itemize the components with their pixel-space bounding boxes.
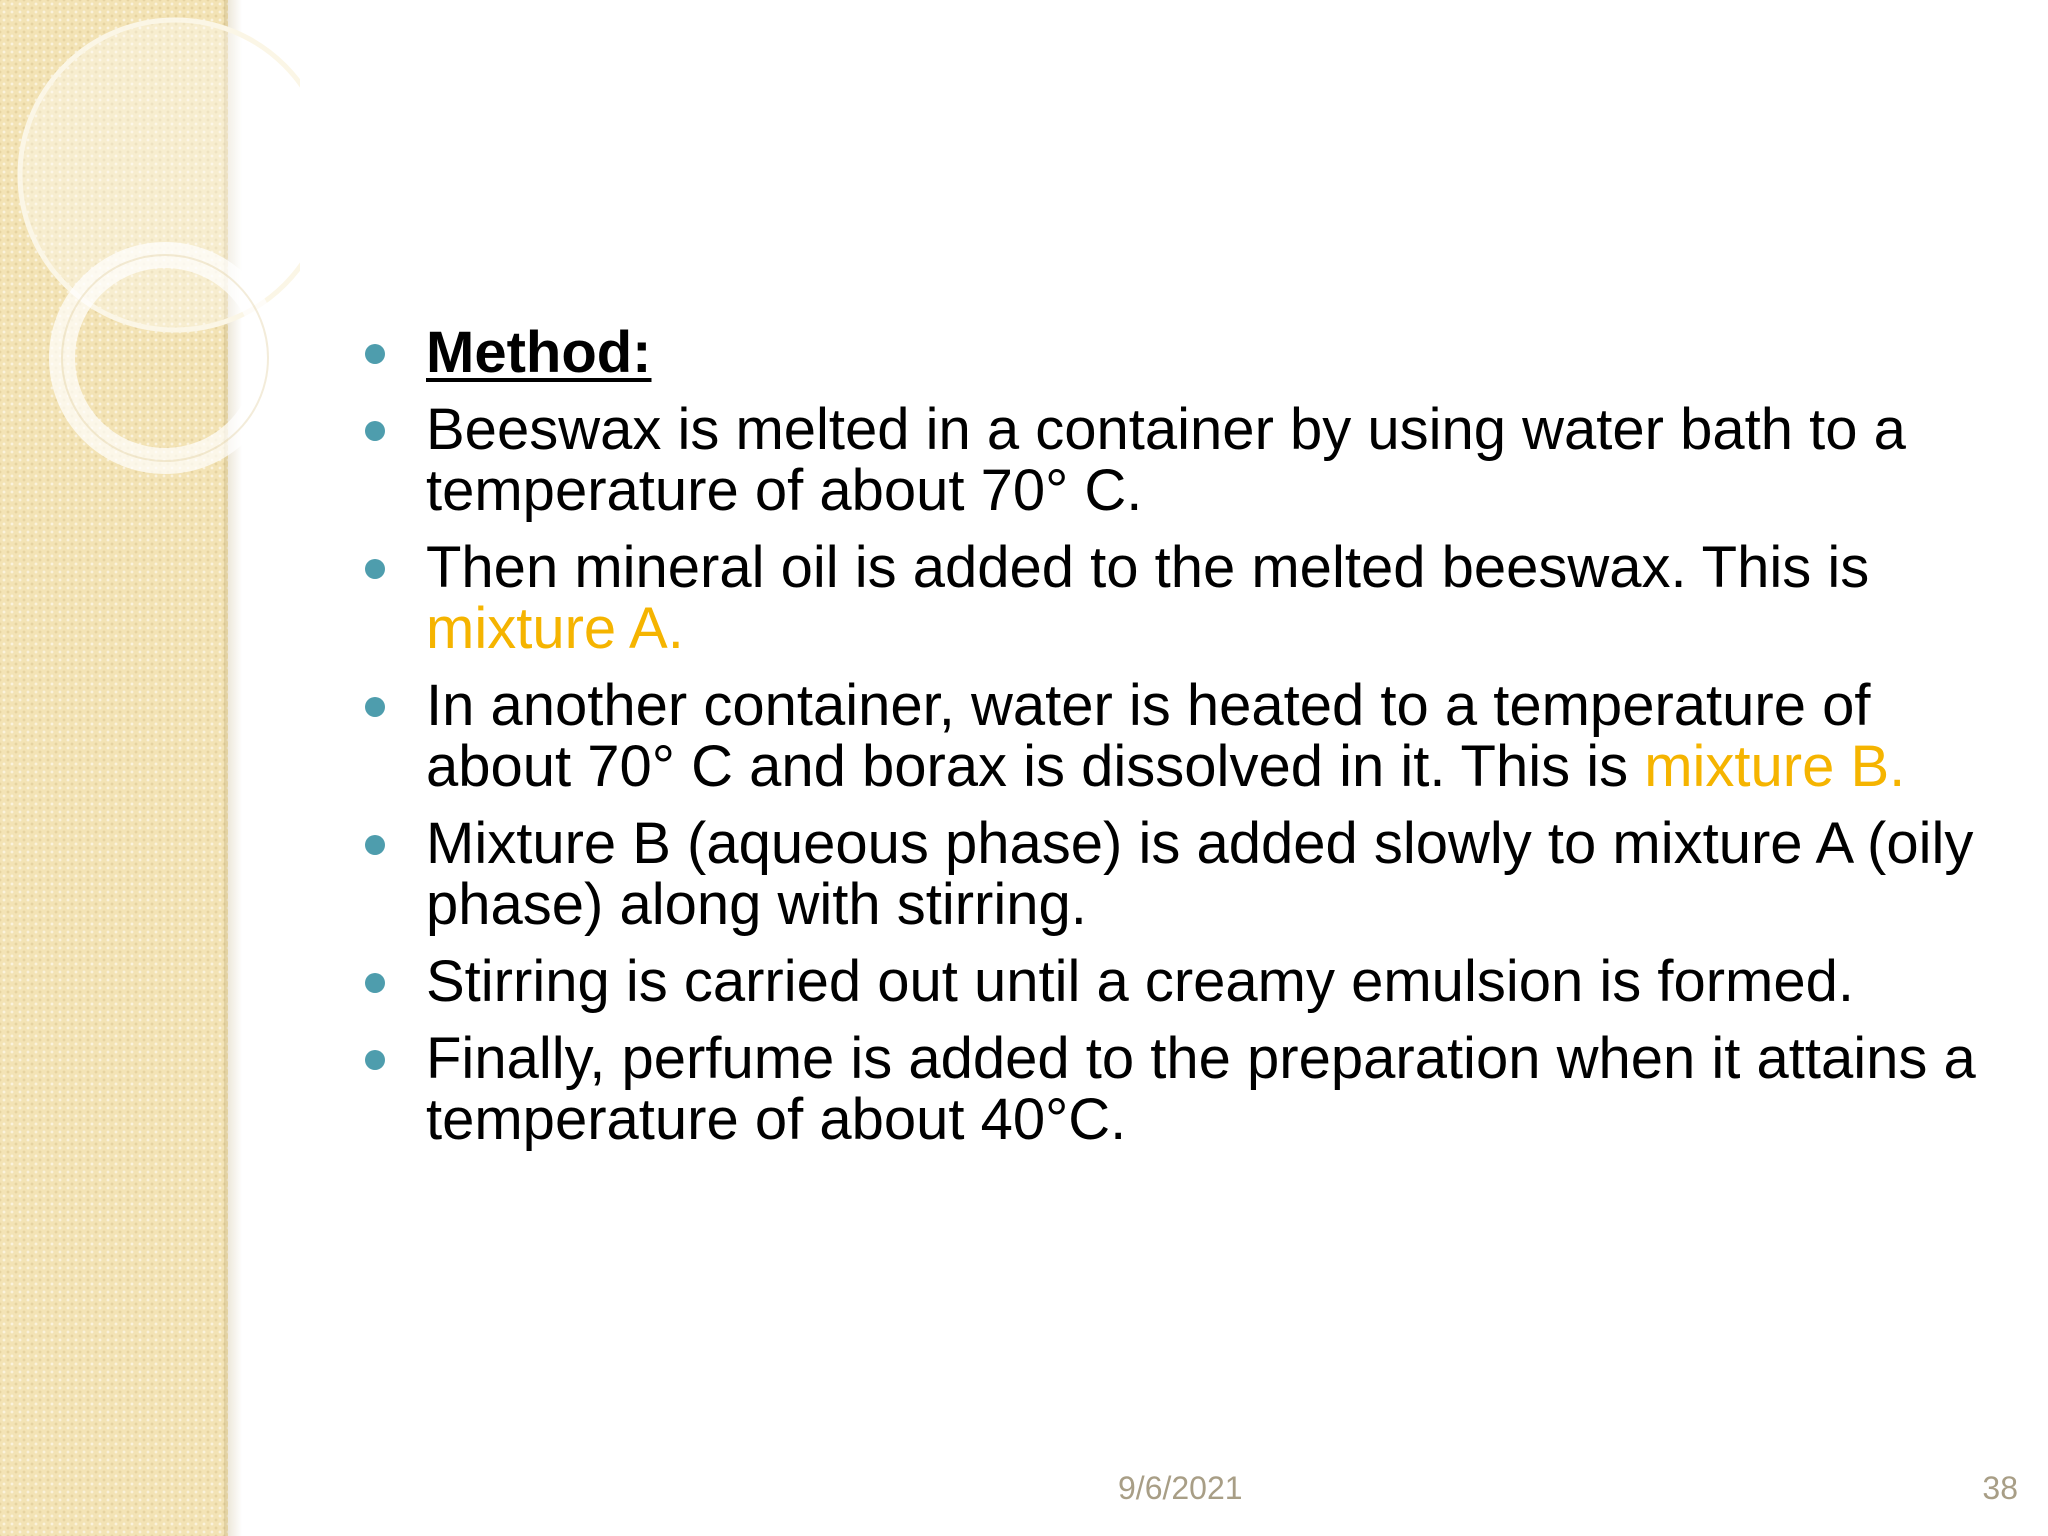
- footer-date: 9/6/2021: [1118, 1470, 1243, 1506]
- bullet-dot-icon: [365, 835, 385, 855]
- bullet-text: Then mineral oil is added to the melted beeswax. This is: [426, 535, 1870, 600]
- bullet-item-method-heading: [360, 322, 1990, 383]
- bullet-text: Beeswax is melted in a container by using water bath to a temperature of about 70° C.: [426, 397, 1906, 523]
- bullet-item-stirring: [360, 951, 1990, 1012]
- bullet-text: Stirring is carried out until a creamy emulsion is formed.: [426, 949, 1854, 1014]
- bullet-dot-icon: [365, 421, 385, 441]
- bullet-dot-icon: [365, 1050, 385, 1070]
- bullet-text: In another container, water is heated to a temperature of about 70° C and borax is dissolved in it. This is: [426, 673, 1871, 799]
- mixture-a-highlight: mixture A.: [426, 596, 684, 661]
- bullet-text: Finally, perfume is added to the preparation when it attains a temperature of about 40°C.: [426, 1026, 1976, 1152]
- method-heading: Method:: [426, 320, 652, 385]
- decorative-rings: [0, 0, 300, 500]
- bullet-list: [360, 322, 1990, 1150]
- bullet-text: Mixture B (aqueous phase) is added slowly to mixture A (oily phase) along with stirring.: [426, 811, 1974, 937]
- bullet-dot-icon: [365, 697, 385, 717]
- bullet-item-melt-beeswax: [360, 399, 1990, 521]
- slide-number: 38: [1982, 1470, 2018, 1506]
- bullet-dot-icon: [365, 559, 385, 579]
- large-ring: [20, 20, 300, 330]
- bullet-item-mixture-b: [360, 675, 1990, 797]
- mixture-b-highlight: mixture B.: [1644, 734, 1906, 799]
- bullet-item-combine-phases: [360, 813, 1990, 935]
- bullet-dot-icon: [365, 973, 385, 993]
- bullet-item-perfume: [360, 1028, 1990, 1150]
- bullet-dot-icon: [365, 344, 385, 364]
- slide-content: [360, 322, 1990, 1166]
- bullet-item-mixture-a: [360, 537, 1990, 659]
